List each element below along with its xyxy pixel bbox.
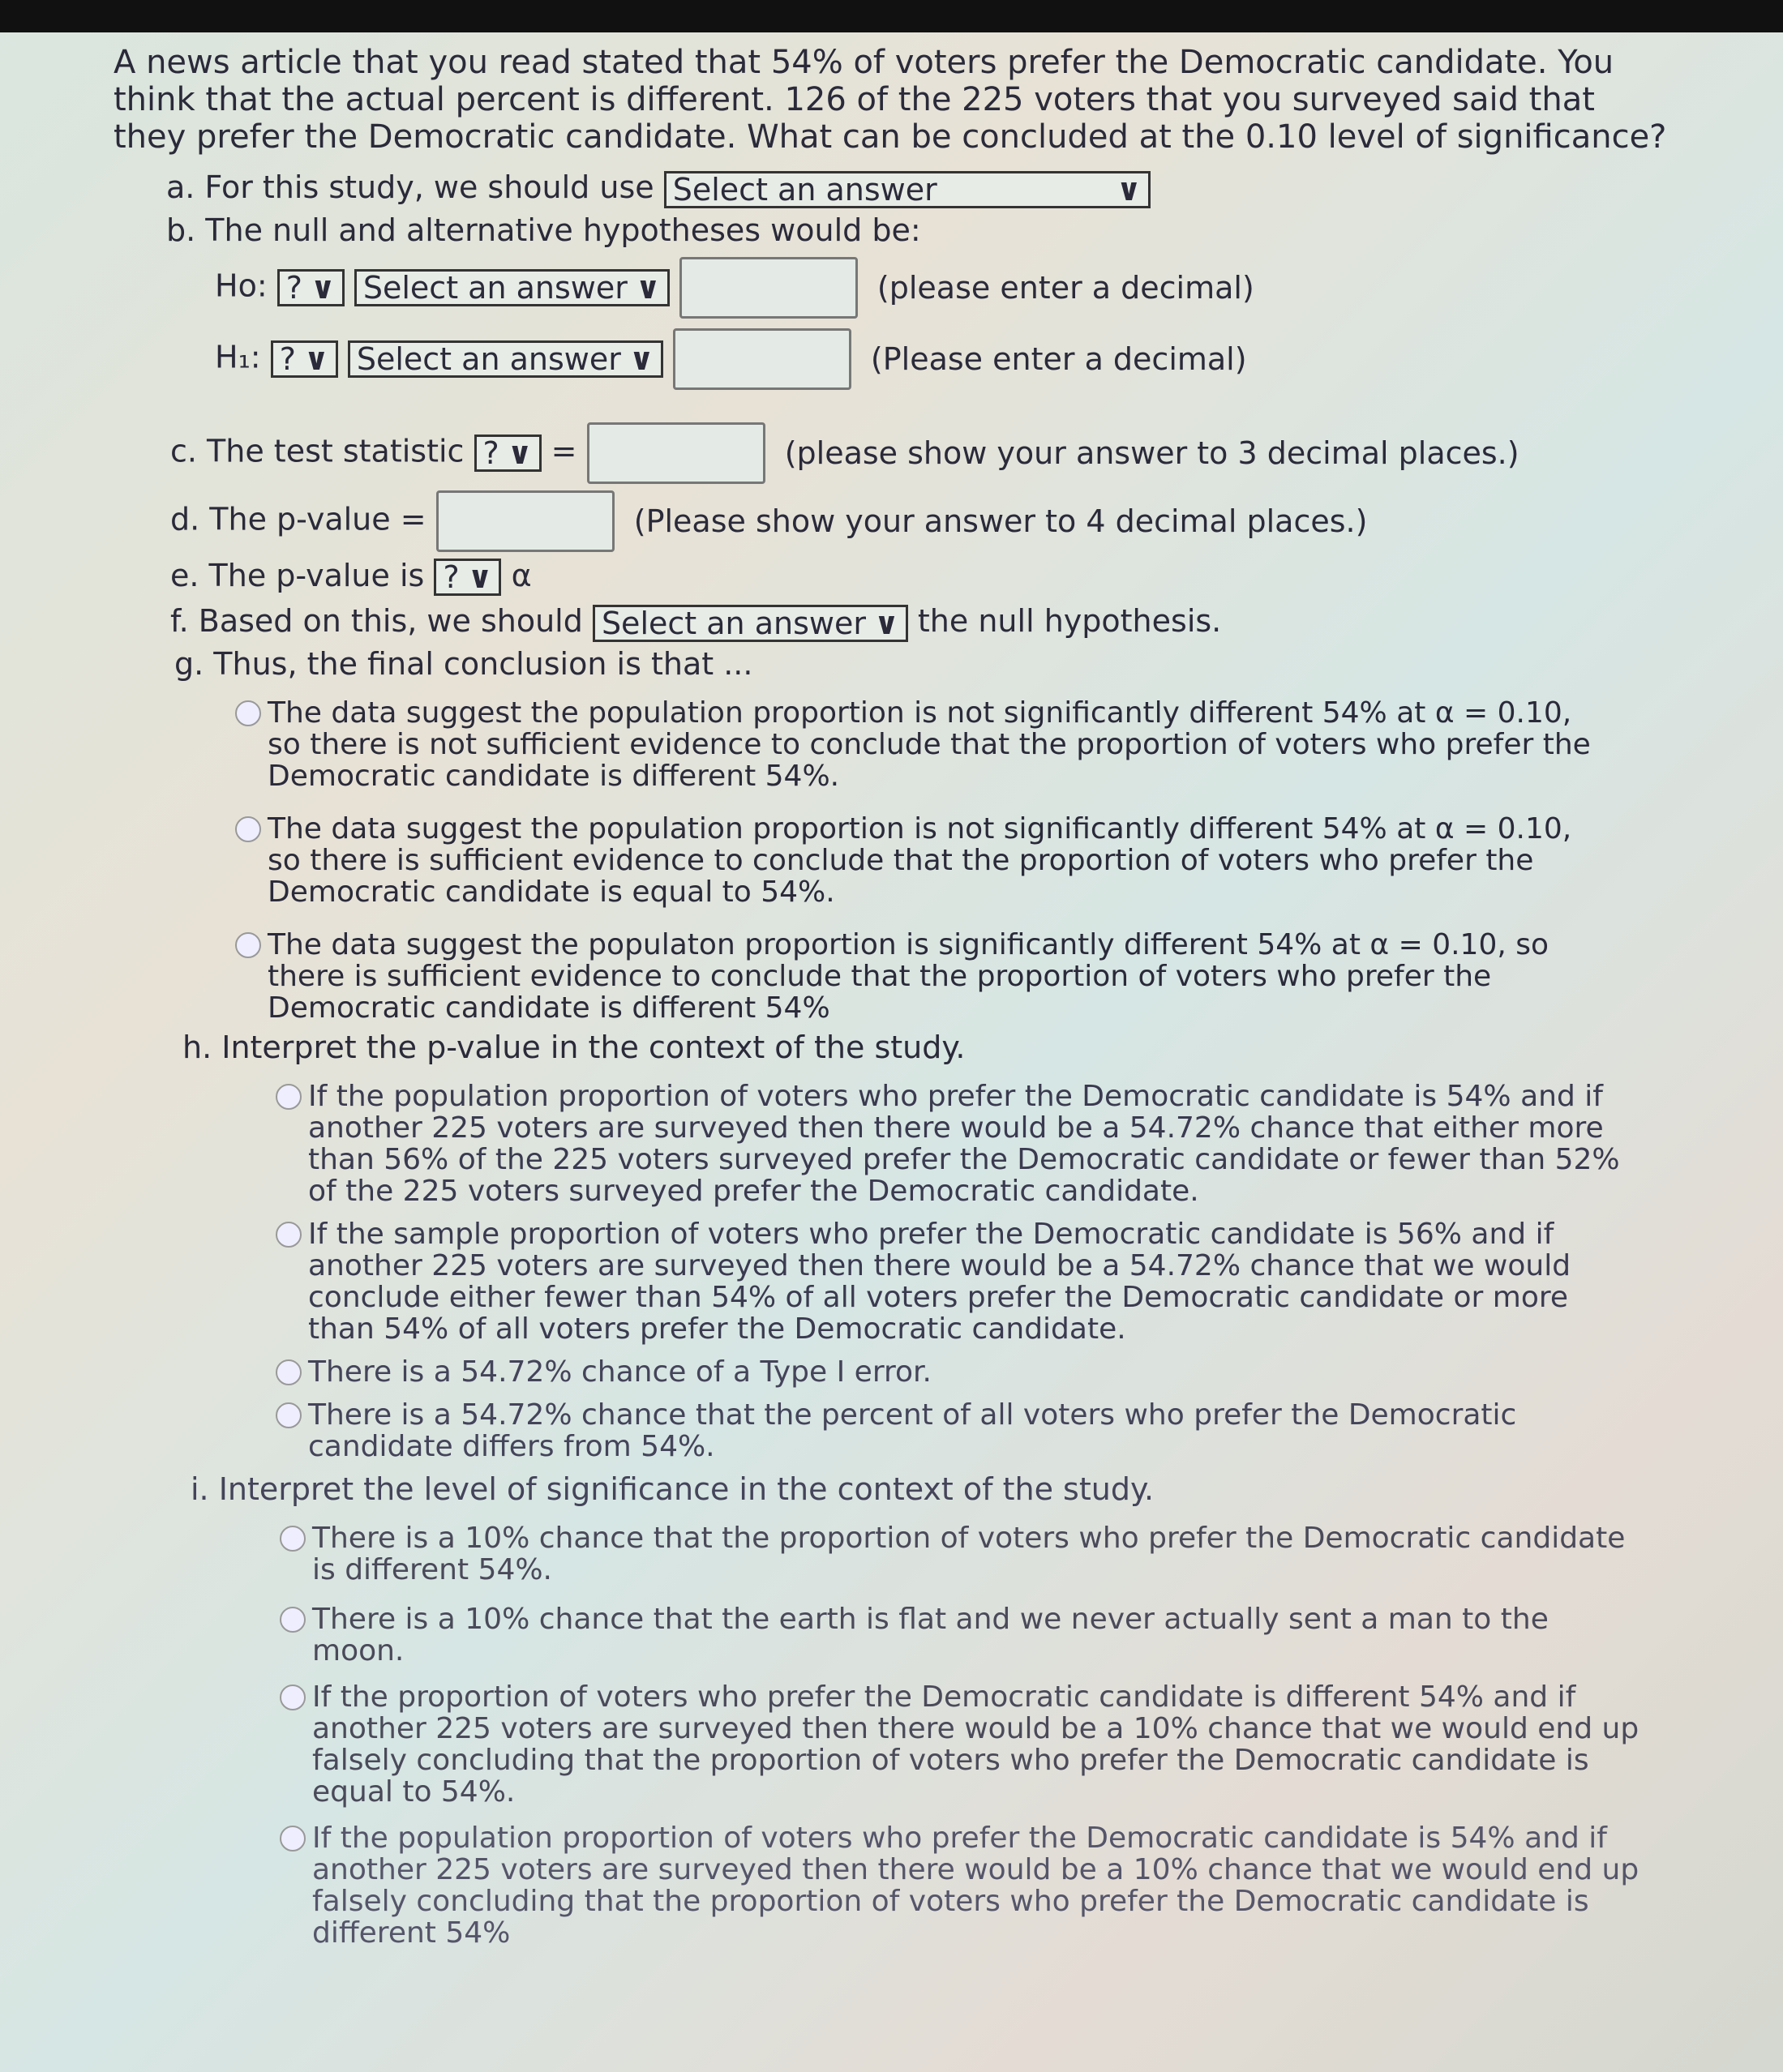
part-h-label: h. Interpret the p-value in the context of the study. [182, 1029, 966, 1065]
radio-button[interactable] [276, 1222, 302, 1248]
question-page [0, 32, 1783, 1965]
p-value-interpretation-option[interactable] [308, 1399, 1638, 1462]
test-statistic-select[interactable] [474, 435, 542, 472]
chevron-down-icon: ∨ [467, 559, 493, 595]
h0-hint: (please enter a decimal) [876, 269, 1254, 306]
radio-button[interactable] [235, 700, 261, 726]
significance-interpretation-option[interactable] [312, 1822, 1642, 1949]
part-f-label: f. Based on this, we should [170, 603, 583, 639]
radio-button[interactable] [276, 1402, 302, 1428]
option-text: There is a 10% chance that the proportion of voters who prefer the Democratic candidate is different 54%. [312, 1521, 1626, 1586]
h1-hint: (Please enter a decimal) [870, 340, 1247, 377]
significance-interpretation-option[interactable] [312, 1681, 1642, 1808]
h0-value-input[interactable] [679, 257, 858, 319]
conclusion-option[interactable] [268, 697, 1597, 792]
radio-button[interactable] [276, 1084, 302, 1110]
option-text: The data suggest the populaton proportion is significantly different 54% at α = 0.10, so there is sufficient evidence to conclude that the proportion of voters who prefer the Democratic candidate is different 54% [268, 927, 1549, 1025]
option-text: There is a 10% chance that the earth is flat and we never actually sent a man to the moon. [312, 1602, 1549, 1667]
part-a-label: a. For this study, we should use [166, 169, 654, 205]
option-text: There is a 54.72% chance of a Type I error. [308, 1355, 932, 1389]
part-f-suffix: the null hypothesis. [917, 603, 1222, 639]
select-value: Select an answer [672, 171, 937, 208]
equals-sign: = [551, 433, 577, 469]
select-value: ? [279, 340, 296, 377]
select-value: Select an answer [356, 340, 621, 377]
p-value-input[interactable] [436, 490, 615, 552]
part-f [170, 602, 1783, 642]
part-c-label: c. The test statistic [170, 433, 465, 469]
test-type-select[interactable] [664, 171, 1151, 208]
conclusion-option[interactable] [268, 929, 1597, 1024]
part-b-label: b. The null and alternative hypotheses would be: [166, 212, 921, 248]
alpha-symbol: α [511, 557, 532, 593]
significance-interpretation-option[interactable] [312, 1603, 1642, 1667]
part-i-label: i. Interpret the level of significance in the context of the study. [191, 1471, 1155, 1507]
p-value-interpretation-option[interactable] [308, 1081, 1638, 1207]
radio-button[interactable] [235, 816, 261, 842]
screen-bezel [0, 0, 1783, 32]
option-text: There is a 54.72% chance that the percent of all voters who prefer the Democratic candidate differs from 54%. [308, 1398, 1517, 1463]
h1-value-input[interactable] [673, 328, 851, 390]
part-c [170, 422, 1783, 484]
chevron-down-icon: ∨ [303, 340, 329, 377]
option-text: If the sample proportion of voters who prefer the Democratic candidate is 56% and if another 225 voters are surveyed then there would be a 54.72% chance that we would conclude either fewer than 54% of all voters prefer the Democratic candidate or more than 54% of all voters prefer the Democratic candidate. [308, 1217, 1571, 1346]
test-statistic-input[interactable] [587, 422, 765, 484]
select-value: ? [285, 269, 302, 306]
h1-label: H₁: [215, 339, 261, 375]
part-d-label: d. The p-value = [170, 501, 426, 537]
select-value: ? [443, 559, 460, 595]
decision-select[interactable] [593, 605, 908, 642]
part-d-hint: (Please show your answer to 4 decimal places.) [633, 503, 1368, 539]
part-d [170, 490, 1783, 552]
radio-button[interactable] [280, 1826, 306, 1852]
select-value: Select an answer [601, 605, 866, 641]
p-value-comparison-select[interactable] [434, 559, 501, 596]
part-e-label: e. The p-value is [170, 557, 425, 593]
h0-parameter-select[interactable] [354, 269, 670, 306]
option-text: The data suggest the population proportion is not significantly different 54% at α = 0.10, so there is sufficient evidence to conclude that the proportion of voters who prefer the Democratic candidate is equal to 54%. [268, 811, 1572, 909]
part-a [166, 169, 1783, 208]
question-text: A news article that you read stated that 54% of voters prefer the Democratic candidate. You think that the actual percent is different. 126 of the 225 voters that you surveyed said that they prefer the Democratic candidate. What can be concluded at the 0.10 level of significance? [114, 44, 1667, 156]
part-c-hint: (please show your answer to 3 decimal places.) [784, 435, 1519, 471]
h1-parameter-select[interactable] [348, 340, 663, 378]
option-text: If the population proportion of voters who prefer the Democratic candidate is 54% and if another 225 voters are surveyed then there would be a 54.72% chance that either more than 56% of the 225 voters surveyed prefer the Democratic candidate or fewer than 52% of the 225 voters surveyed prefer the Democratic candidate. [308, 1079, 1620, 1208]
chevron-down-icon: ∨ [628, 340, 654, 377]
radio-button[interactable] [280, 1607, 306, 1633]
radio-button[interactable] [276, 1359, 302, 1385]
chevron-down-icon: ∨ [1116, 171, 1142, 208]
option-text: If the proportion of voters who prefer the Democratic candidate is different 54% and if another 225 voters are surveyed then there would be a 10% chance that we would end up falsely concluding that the proportion of voters who prefer the Democratic candidate is equal to 54%. [312, 1680, 1639, 1809]
conclusion-option[interactable] [268, 813, 1597, 908]
h0-row [215, 257, 1783, 319]
radio-button[interactable] [280, 1685, 306, 1710]
chevron-down-icon: ∨ [635, 269, 661, 306]
h1-row [215, 328, 1783, 390]
h1-symbol-select[interactable] [271, 340, 338, 378]
significance-interpretation-option[interactable] [312, 1522, 1642, 1586]
radio-button[interactable] [280, 1526, 306, 1552]
option-text: The data suggest the population proportion is not significantly different 54% at α = 0.10, so there is not sufficient evidence to conclude that the proportion of voters who prefer the Democratic candidate is different 54%. [268, 696, 1591, 793]
h0-label: Ho: [215, 268, 268, 303]
select-value: Select an answer [362, 269, 628, 306]
part-g-label: g. Thus, the final conclusion is that ... [174, 645, 753, 682]
h0-symbol-select[interactable] [277, 269, 345, 306]
select-value: ? [482, 435, 499, 471]
chevron-down-icon: ∨ [873, 605, 899, 641]
p-value-interpretation-option[interactable] [308, 1218, 1638, 1345]
chevron-down-icon: ∨ [507, 435, 533, 471]
option-text: If the population proportion of voters who prefer the Democratic candidate is 54% and if another 225 voters are surveyed then there would be a 10% chance that we would end up falsely concluding that the proportion of voters who prefer the Democratic candidate is different 54% [312, 1821, 1639, 1950]
p-value-interpretation-option[interactable] [308, 1356, 1638, 1388]
part-e [170, 557, 1783, 597]
radio-button[interactable] [235, 932, 261, 958]
chevron-down-icon: ∨ [310, 269, 336, 306]
